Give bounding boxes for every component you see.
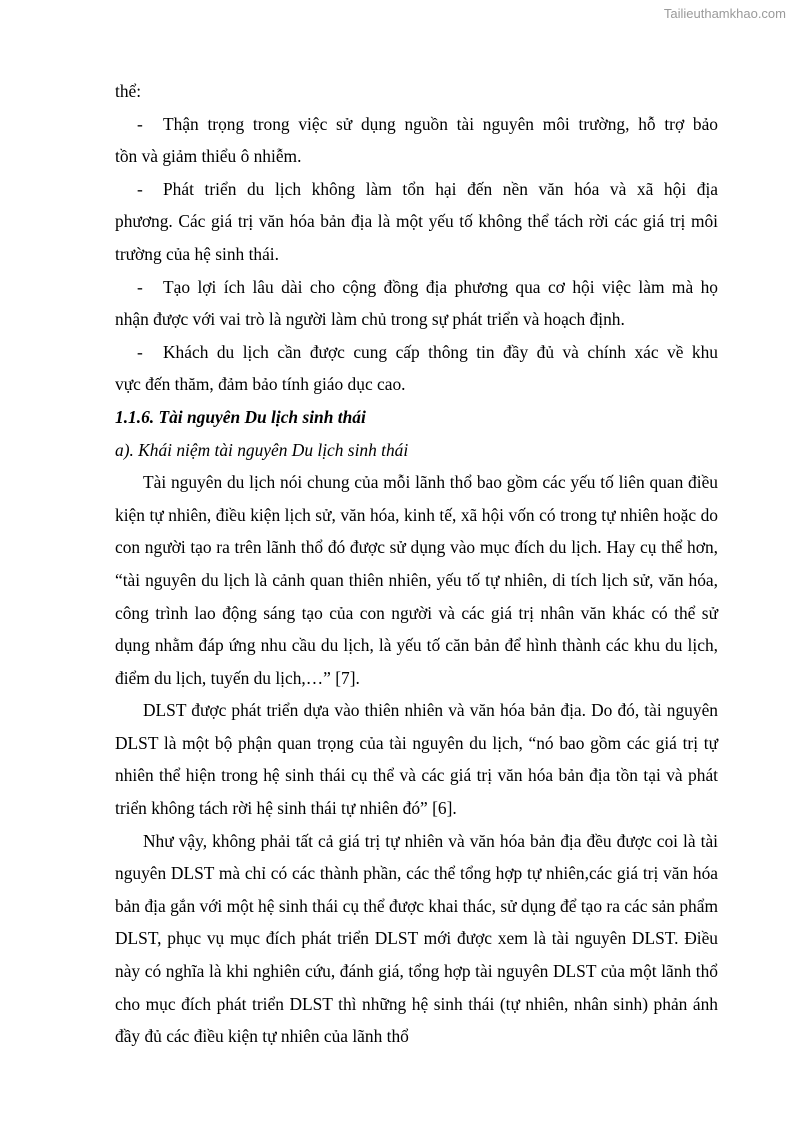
bullet-dash: - (137, 178, 143, 199)
bullet-dash: - (137, 113, 143, 134)
bullet-item (115, 271, 718, 336)
bullet-item (115, 173, 718, 271)
bullet-dash: - (137, 341, 143, 362)
subsection-heading: a). Khái niệm tài nguyên Du lịch sinh thái (115, 439, 409, 460)
section-heading: 1.1.6. Tài nguyên Du lịch sinh thái (115, 406, 366, 427)
bullet-text-first-line: Thận trọng trong việc sử dụng nguồn tài nguyên môi trường, hỗ trợ bảo (163, 113, 718, 134)
bullet-text-continuation: tồn và giảm thiểu ô nhiễm. (115, 146, 302, 167)
document-page (115, 75, 718, 1053)
bullet-item (115, 336, 718, 401)
intro-line: thể: (115, 81, 142, 101)
body-paragraph: Như vậy, không phải tất cả giá trị tự nhiên và văn hóa bản địa đều được coi là tài nguyên DLST mà chỉ có các thành phần, các thể tổng hợp tự nhiên,các giá trị văn hóa bản địa gắn với một hệ sinh thái cụ thể được khai thác, sử dụng để tạo ra các sản phẩm DLST, phục vụ mục đích phát triển DLST mới được xem là tài nguyên DLST. Điều này có nghĩa là khi nghiên cứu, đánh giá, tổng hợp tài nguyên DLST của một lãnh thổ cho mục đích phát triển DLST thì những hệ sinh thái (tự nhiên, nhân sinh) phản ánh đầy đủ các điều kiện tự nhiên của lãnh thổ (115, 830, 718, 1047)
bullet-text-first-line: Tạo lợi ích lâu dài cho cộng đồng địa phương qua cơ hội việc làm mà họ (163, 276, 718, 297)
body-paragraph: Tài nguyên du lịch nói chung của mỗi lãnh thổ bao gồm các yếu tố liên quan điều kiện tự nhiên, điều kiện lịch sử, văn hóa, kinh tế, xã hội vốn có trong tự nhiên hoặc do con người tạo ra trên lãnh thổ đó được sử dụng vào mục đích du lịch. Hay cụ thể hơn, “tài nguyên du lịch là cảnh quan thiên nhiên, yếu tố tự nhiên, di tích lịch sử, văn hóa, công trình lao động sáng tạo của con người và các giá trị nhân văn khác có thể sử dụng nhằm đáp ứng nhu cầu du lịch, là yếu tố căn bản để hình thành các khu du lịch, điểm du lịch, tuyến du lịch,…” [7]. (115, 472, 718, 688)
bullet-text-continuation: nhận được với vai trò là người làm chủ trong sự phát triển và hoạch định. (115, 309, 625, 330)
bullet-text-continuation: phương. Các giá trị văn hóa bản địa là một yếu tố không thể tách rời các giá trị môi trường của hệ sinh thái. (115, 211, 718, 264)
bullet-text-continuation: vực đến thăm, đảm bảo tính giáo dục cao. (115, 374, 406, 395)
body-paragraph: DLST được phát triển dựa vào thiên nhiên và văn hóa bản địa. Do đó, tài nguyên DLST là một bộ phận quan trọng của tài nguyên du lịch, “nó bao gồm các giá trị tự nhiên thể hiện trong hệ sinh thái cụ thể và các giá trị văn hóa bản địa tồn tại và phát triển không tách rời hệ sinh thái tự nhiên đó” [6]. (115, 700, 718, 819)
bullet-text-first-line: Phát triển du lịch không làm tổn hại đến nền văn hóa và xã hội địa (163, 178, 718, 199)
bullet-dash: - (137, 276, 143, 297)
bullet-item (115, 108, 718, 173)
bullet-text-first-line: Khách du lịch cần được cung cấp thông tin đầy đủ và chính xác về khu (163, 341, 718, 362)
watermark: Tailieuthamkhao.com (663, 6, 786, 21)
